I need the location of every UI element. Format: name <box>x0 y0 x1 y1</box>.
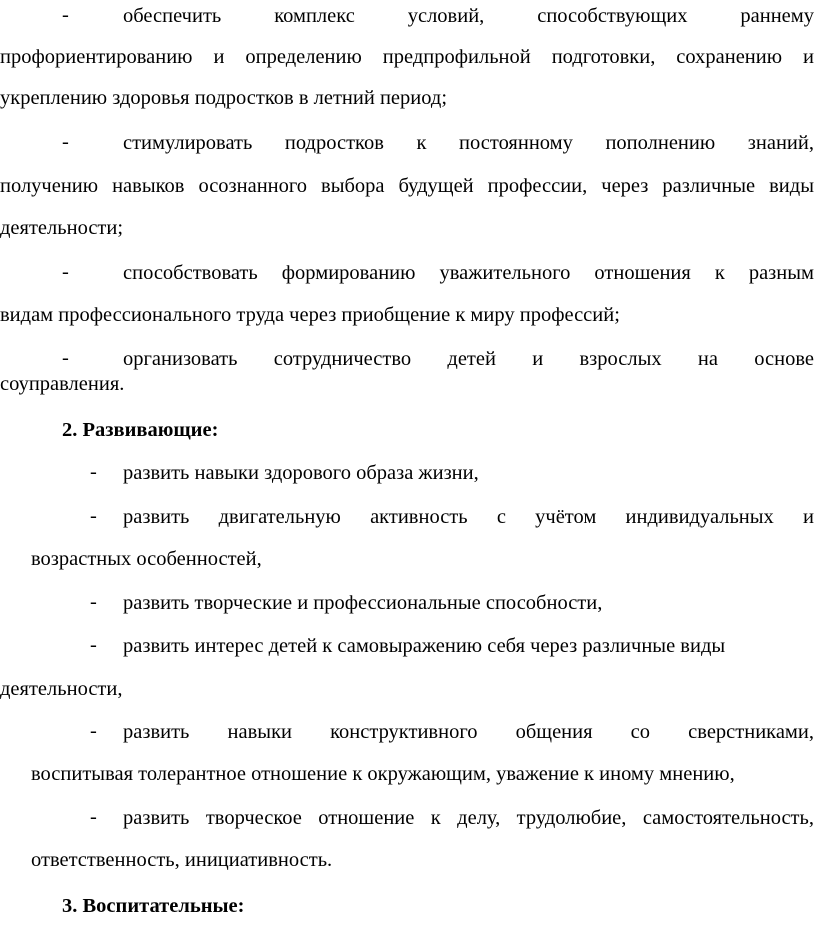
list-bullet: - <box>90 591 97 613</box>
list-item-text: развить творческое отношение к делу, трудолюбие, самостоятельность, <box>123 807 814 829</box>
list-item-text: обеспечить комплекс условий, способствующих раннему <box>123 5 814 27</box>
list-item-text: развить двигательную активность с учётом индивидуальных и <box>123 506 814 528</box>
list-bullet: - <box>90 720 97 742</box>
list-item-text: развить интерес детей к самовыражению себя через различные виды <box>123 635 726 657</box>
list-item-text: способствовать формированию уважительного отношения к разным <box>123 262 814 284</box>
list-bullet: - <box>62 4 69 26</box>
list-item-text: воспитывая толерантное отношение к окружающим, уважение к иному мнению, <box>31 763 735 785</box>
list-item-text: деятельности, <box>0 678 123 700</box>
list-bullet: - <box>90 461 97 483</box>
list-bullet: - <box>90 505 97 527</box>
list-item-text: профориентированию и определению предпрофильной подготовки, сохранению и <box>0 46 814 68</box>
list-item-text: соуправления. <box>0 373 125 395</box>
list-bullet: - <box>62 347 69 369</box>
list-item-text: ответственность, инициативность. <box>31 849 333 871</box>
list-item-text: возрастных особенностей, <box>31 548 262 570</box>
section-heading-educational: 3. Воспитательные: <box>62 895 245 917</box>
list-item-text: организовать сотрудничество детей и взрослых на основе <box>123 348 814 370</box>
list-bullet: - <box>62 261 69 283</box>
list-bullet: - <box>90 806 97 828</box>
section-heading-developmental: 2. Развивающие: <box>62 419 219 441</box>
list-item-text: развить творческие и профессиональные способности, <box>123 592 603 614</box>
list-item-text: видам профессионального труда через приобщение к миру профессий; <box>0 304 620 326</box>
list-item-text: развить навыки конструктивного общения со сверстниками, <box>123 721 814 743</box>
list-item-text: деятельности; <box>0 217 124 239</box>
list-item-text: укреплению здоровья подростков в летний период; <box>0 87 448 109</box>
list-item-text: стимулировать подростков к постоянному пополнению знаний, <box>123 132 814 154</box>
list-item-text: получению навыков осознанного выбора будущей профессии, через различные виды <box>0 175 814 197</box>
list-bullet: - <box>62 131 69 153</box>
list-item-text: развить навыки здорового образа жизни, <box>123 462 479 484</box>
list-bullet: - <box>90 634 97 656</box>
